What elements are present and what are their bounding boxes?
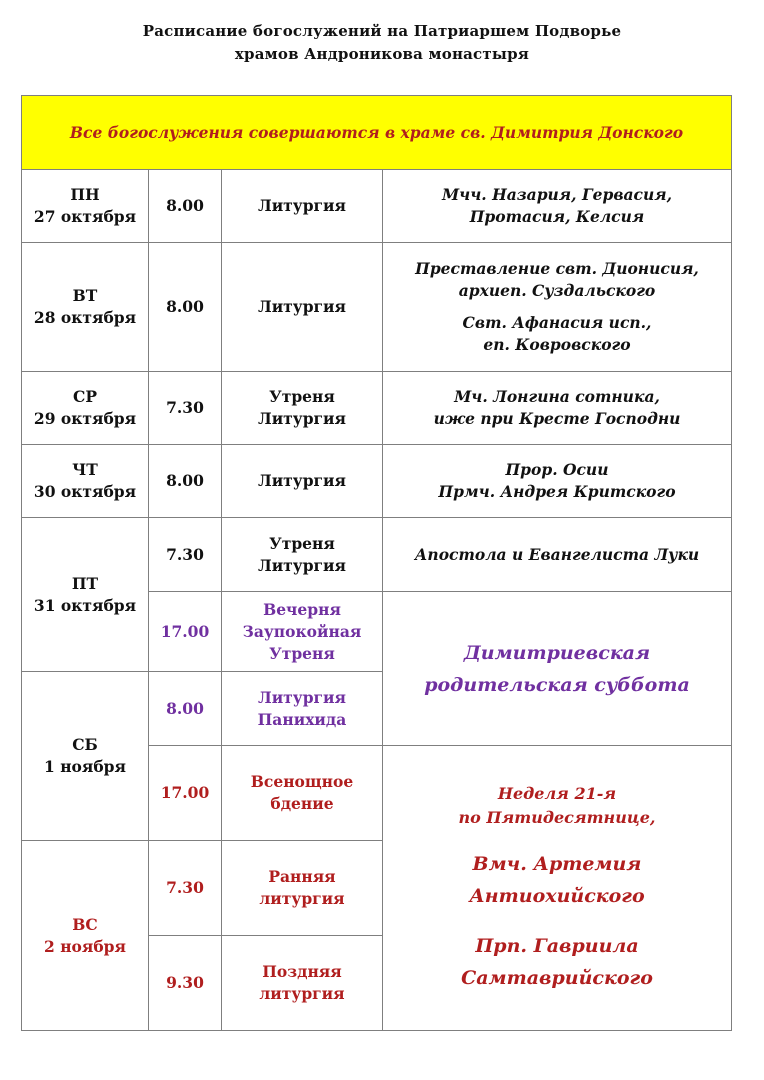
table-row bbox=[22, 243, 732, 372]
service-line: Литургия bbox=[257, 297, 346, 316]
day-cell bbox=[22, 445, 149, 518]
feast-cell bbox=[383, 170, 732, 243]
day-date: 27 октября bbox=[33, 207, 137, 226]
feast-line: Мч. Лонгина сотника, bbox=[454, 387, 660, 406]
feast-line: по Пятидесятнице, bbox=[458, 808, 656, 827]
feast-line: архиеп. Суздальского bbox=[458, 281, 656, 300]
feast-line: Прор. Осии bbox=[505, 460, 609, 479]
service-time: 8.00 bbox=[149, 672, 222, 746]
feast-line: Преставление свт. Дионисия, bbox=[415, 259, 699, 278]
feast-line: Неделя 21-я bbox=[497, 784, 617, 803]
table-row bbox=[22, 445, 732, 518]
service-line: Поздняя bbox=[262, 962, 342, 981]
feast-line: Мчч. Назария, Гервасия, bbox=[441, 185, 673, 204]
feast-line: Протасия, Келсия bbox=[469, 207, 645, 226]
service-name bbox=[222, 170, 383, 243]
service-line: Литургия bbox=[257, 409, 346, 428]
service-line: Утреня bbox=[269, 533, 335, 553]
service-name bbox=[222, 746, 383, 841]
day-cell bbox=[22, 243, 149, 372]
day-name: ПТ bbox=[71, 573, 99, 593]
day-name: ПН bbox=[70, 185, 100, 204]
service-name bbox=[222, 672, 383, 746]
feast-line: еп. Ковровского bbox=[483, 335, 631, 354]
feast-line: Свт. Афанасия исп., bbox=[462, 313, 652, 332]
service-name bbox=[222, 936, 383, 1031]
service-name bbox=[222, 445, 383, 518]
service-name bbox=[222, 518, 383, 592]
day-cell bbox=[22, 372, 149, 445]
table-row bbox=[22, 170, 732, 243]
service-line: литургия bbox=[259, 984, 345, 1003]
day-date: 1 ноября bbox=[44, 757, 126, 776]
service-time: 17.00 bbox=[149, 592, 222, 672]
service-line: Заупокойная bbox=[242, 621, 362, 641]
service-line: Всенощное bbox=[250, 772, 354, 791]
service-time: 7.30 bbox=[149, 518, 222, 592]
day-date: 30 октября bbox=[33, 482, 137, 501]
service-line: Литургия bbox=[257, 471, 346, 490]
banner-note: Все богослужения совершаются в храме св. Димитрия Донского bbox=[22, 96, 732, 170]
feast-line: Антиохийского bbox=[469, 885, 645, 907]
day-cell bbox=[22, 518, 149, 672]
schedule-table bbox=[21, 95, 732, 1031]
service-time: 17.00 bbox=[149, 746, 222, 841]
service-line: Утреня bbox=[269, 387, 335, 406]
service-time: 8.00 bbox=[149, 445, 222, 518]
day-name: ВС bbox=[72, 914, 98, 934]
service-time: 7.30 bbox=[149, 841, 222, 936]
service-line: Литургия bbox=[257, 196, 346, 215]
service-time: 8.00 bbox=[149, 243, 222, 372]
service-line: бдение bbox=[270, 794, 334, 813]
service-time: 9.30 bbox=[149, 936, 222, 1031]
service-line: Литургия bbox=[257, 555, 346, 575]
feast-line: Самтаврийского bbox=[461, 967, 653, 989]
table-row bbox=[22, 518, 732, 592]
feast-cell bbox=[383, 243, 732, 372]
feast-cell-sunday bbox=[383, 746, 732, 1031]
feast-line: Вмч. Артемия bbox=[472, 853, 642, 875]
service-line: Вечерня bbox=[263, 599, 341, 619]
table-row bbox=[22, 372, 732, 445]
day-name: ЧТ bbox=[72, 460, 98, 479]
service-line: Ранняя bbox=[268, 867, 336, 886]
service-time: 7.30 bbox=[149, 372, 222, 445]
schedule-title-line2: храмов Андроникова монастыря bbox=[234, 45, 530, 63]
feast-cell bbox=[383, 372, 732, 445]
service-time: 8.00 bbox=[149, 170, 222, 243]
feast-cell bbox=[383, 445, 732, 518]
service-name bbox=[222, 243, 383, 372]
feast-line: Димитриевская bbox=[463, 641, 651, 664]
feast-cell bbox=[383, 518, 732, 592]
service-line: литургия bbox=[259, 889, 345, 908]
day-date: 28 октября bbox=[33, 308, 137, 327]
service-line: Литургия bbox=[257, 687, 346, 707]
feast-line: Прмч. Андрея Критского bbox=[438, 482, 676, 501]
day-date: 29 октября bbox=[33, 409, 137, 428]
feast-line: родительская суббота bbox=[424, 673, 690, 696]
schedule-title-line1: Расписание богослужений на Патриаршем Подворье bbox=[142, 22, 622, 40]
day-name: ВТ bbox=[72, 286, 98, 305]
service-name bbox=[222, 841, 383, 936]
day-cell bbox=[22, 170, 149, 243]
feast-line: Прп. Гавриила bbox=[475, 935, 639, 957]
service-line: Панихида bbox=[257, 709, 347, 729]
day-date: 31 октября bbox=[33, 595, 137, 615]
day-date: 2 ноября bbox=[44, 936, 126, 956]
service-line: Утреня bbox=[269, 643, 335, 663]
feast-cell-dimitri bbox=[383, 592, 732, 746]
service-name bbox=[222, 592, 383, 672]
service-name bbox=[222, 372, 383, 445]
feast-line: иже при Кресте Господни bbox=[433, 409, 681, 428]
day-name: СР bbox=[73, 387, 97, 406]
day-cell bbox=[22, 672, 149, 841]
day-cell bbox=[22, 841, 149, 1031]
feast-line: Апостола и Евангелиста Луки bbox=[414, 544, 700, 564]
day-name: СБ bbox=[72, 735, 98, 754]
table-row bbox=[22, 96, 732, 170]
